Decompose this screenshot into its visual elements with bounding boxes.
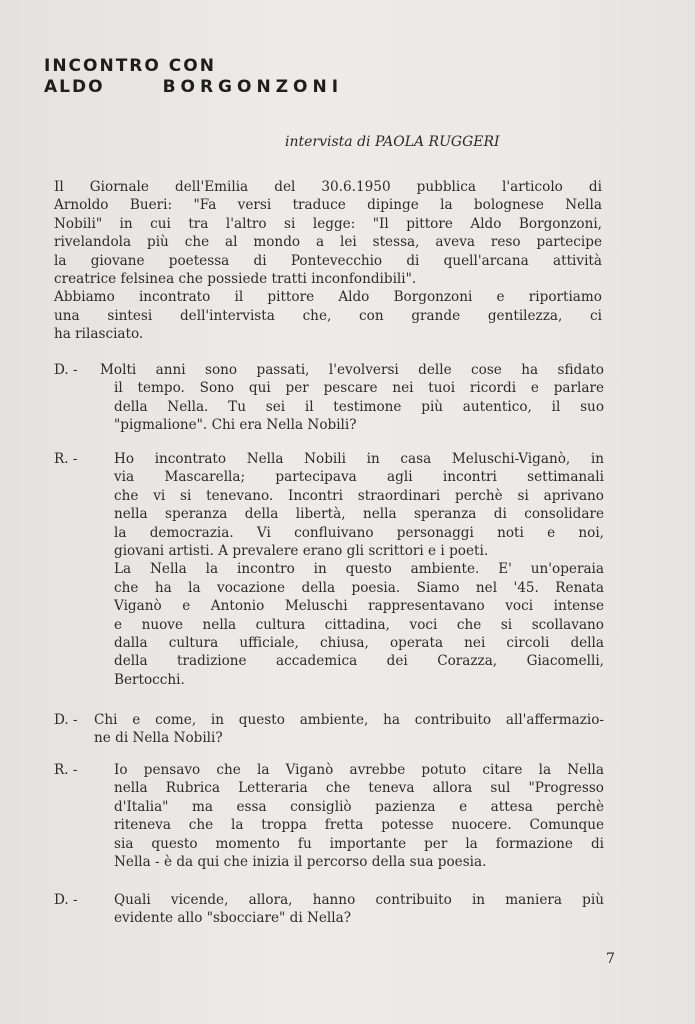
title-line-1: INCONTRO CON: [44, 56, 216, 76]
qa-line: d'Italia" ma essa consigliò pazienza e attesa perchè: [114, 798, 604, 815]
qa-line: dalla cultura ufficiale, chiusa, operata nei circoli della: [114, 635, 604, 652]
byline: intervista di PAOLA RUGGERI: [285, 134, 500, 150]
speaker-label: D. -: [54, 712, 78, 728]
qa-line: Quali vicende, allora, hanno contribuito in maniera più: [114, 892, 604, 908]
qa-line: La Nella la incontro in questo ambiente. E' un'operaia: [114, 561, 604, 578]
qa-line: evidente allo "sbocciare" di Nella?: [114, 910, 352, 927]
qa-line: riteneva che la troppa fretta potesse nuocere. Comunque: [114, 817, 604, 834]
intro-line: creatrice felsinea che possiede tratti inconfondibili".: [54, 271, 417, 288]
qa-line: la democrazia. Vi confluivano personaggi noti e noi,: [114, 524, 604, 541]
qa-line: via Mascarella; partecipava agli incontri settimanali: [114, 469, 604, 486]
title-word-aldo: ALDO: [44, 77, 105, 97]
qa-line: nella Rubrica Letteraria che teneva allora sul "Progresso: [114, 780, 604, 797]
article-title: [44, 56, 343, 98]
intro-line: Nobili" in cui tra l'altro si legge: "Il pittore Aldo Borgonzoni,: [54, 215, 602, 232]
qa-line: Bertocchi.: [114, 671, 185, 688]
qa-line: ne di Nella Nobili?: [94, 730, 223, 747]
qa-line: della Nella. Tu sei il testimone più autentico, il suo: [114, 398, 604, 415]
question-block: [54, 711, 604, 748]
speaker-label: D. -: [54, 892, 78, 908]
intro-line: Arnoldo Bueri: "Fa versi traduce dipinge la bolognese Nella: [54, 197, 602, 214]
qa-line: della tradizione accademica dei Corazza, Giacomelli,: [114, 653, 604, 670]
intro-line: Abbiamo incontrato il pittore Aldo Borgonzoni e riportiamo: [54, 289, 602, 306]
question-block: [54, 361, 604, 435]
qa-line: e nuove nella cultura cittadina, voci che si scollavano: [114, 616, 604, 633]
qa-line: Nella - è da qui che inizia il percorso della sua poesia.: [114, 854, 487, 871]
page-number: 7: [606, 951, 615, 967]
qa-line: il tempo. Sono qui per pescare nei tuoi ricordi e parlare: [114, 380, 604, 397]
qa-line: Molti anni sono passati, l'evolversi delle cose ha sfidato: [100, 362, 604, 378]
qa-line: sia questo momento fu importante per la formazione di: [114, 835, 604, 852]
intro-line: Il Giornale dell'Emilia del 30.6.1950 pubblica l'articolo di: [54, 179, 602, 195]
intro-paragraph: [54, 178, 602, 344]
qa-line: "pigmalione". Chi era Nella Nobili?: [114, 417, 357, 434]
qa-line: nella speranza della libertà, nella speranza di consolidare: [114, 506, 604, 523]
qa-line: Io pensavo che la Viganò avrebbe potuto citare la Nella: [114, 762, 604, 778]
intro-line: una sintesi dell'intervista che, con grande gentilezza, ci: [54, 307, 602, 324]
intro-line: rivelandola più che al mondo a lei stessa, aveva reso partecipe: [54, 234, 602, 251]
title-line-2: [44, 77, 343, 98]
qa-line: giovani artisti. A prevalere erano gli scrittori e i poeti.: [114, 543, 489, 560]
speaker-label: D. -: [54, 362, 78, 378]
title-word-borgonzoni: BORGONZONI: [162, 77, 344, 97]
qa-line: che vi si tenevano. Incontri straordinari perchè si aprivano: [114, 487, 604, 504]
qa-line: Viganò e Antonio Meluschi rappresentavano voci intense: [114, 598, 604, 615]
speaker-label: R. -: [54, 451, 78, 467]
answer-block: [54, 761, 604, 871]
answer-block: [54, 450, 604, 689]
intro-line: la giovane poetessa di Pontevecchio di quell'arcana attività: [54, 252, 602, 269]
qa-line: che ha la vocazione della poesia. Siamo nel '45. Renata: [114, 579, 604, 596]
intro-line: ha rilasciato.: [54, 326, 144, 343]
qa-line: Chi e come, in questo ambiente, ha contribuito all'affermazio-: [94, 712, 604, 728]
qa-line: Ho incontrato Nella Nobili in casa Meluschi-Viganò, in: [114, 451, 604, 467]
question-block: [54, 891, 604, 928]
speaker-label: R. -: [54, 762, 78, 778]
